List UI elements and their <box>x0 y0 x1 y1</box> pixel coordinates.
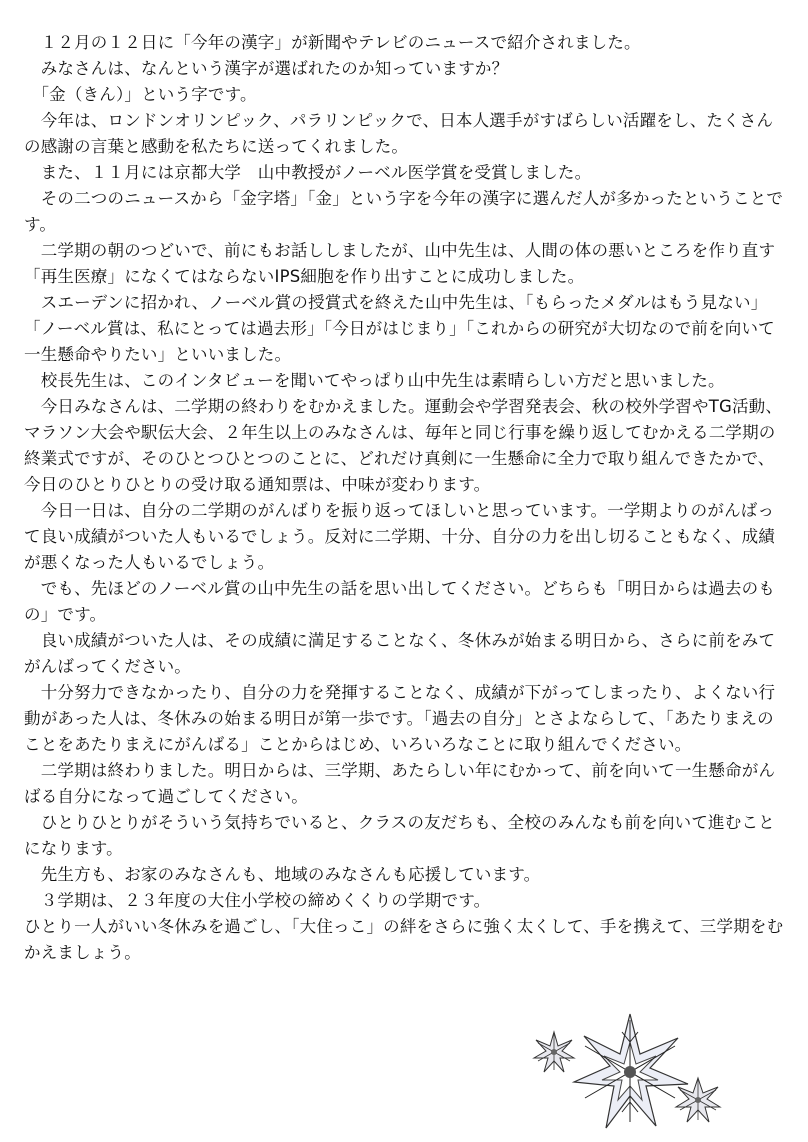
paragraph: 校長先生は、このインタビューを聞いてやっぱり山中先生は素晴らしい方だと思いました。 <box>24 371 725 390</box>
snowflake-small-left-icon <box>534 1032 574 1072</box>
paragraph: その二つのニュースから「金字塔」「金」という字を今年の漢字に選んだ人が多かったということです。 <box>24 189 784 234</box>
snowflake-large-icon <box>574 1014 688 1128</box>
paragraph: ３学期は、２３年度の大住小学校の締めくくりの学期です。 <box>24 891 491 910</box>
snowflake-illustration <box>520 1010 750 1142</box>
paragraph: 二学期は終わりました。明日からは、三学期、あたらしい年にむかって、前を向いて一生懸命がんばる自分になって過ごしてください。 <box>24 761 776 806</box>
paragraph: 先生方も、お家のみなさんも、地域のみなさんも応援しています。 <box>24 865 541 884</box>
speech-text <box>24 30 784 966</box>
paragraph: 今日一日は、自分の二学期のがんばりを振り返ってほしいと思っています。一学期よりのがんばって良い成績がついた人もいるでしょう。反対に二学期、十分、自分の力を出し切ることもなく、成績が悪くなった人もいるでしょう。 <box>24 501 776 572</box>
paragraph: 良い成績がついた人は、その成績に満足することなく、冬休みが始まる明日から、さらに前をみてがんばってください。 <box>24 631 776 676</box>
paragraph: ひとりひとりがそういう気持ちでいると、クラスの友だちも、全校のみんなも前を向いて進むことになります。 <box>24 813 775 858</box>
paragraph: また、１１月には京都大学 山中教授がノーベル医学賞を受賞しました。 <box>24 163 592 182</box>
paragraph: 今年は、ロンドンオリンピック、パラリンピックで、日本人選手がすばらしい活躍をし、たくさんの感謝の言葉と感動を私たちに送ってくれました。 <box>24 111 774 156</box>
paragraph: スエーデンに招かれ、ノーベル賞の授賞式を終えた山中先生は、「もらったメダルはもう見ない」「ノーベル賞は、私にとっては過去形」「今日がはじまり」「これからの研究が大切なので前を向いて一生懸命やりたい」といいました。 <box>24 293 775 364</box>
paragraph: １２月の１２日に「今年の漢字」が新聞やテレビのニュースで紹介されました。 <box>24 33 641 52</box>
paragraph: 「金（きん）」という字です。 <box>24 85 257 104</box>
paragraph: 十分努力できなかったり、自分の力を発揮することなく、成績が下がってしまったり、よくない行動があった人は、冬休みの始まる明日が第一歩です。「過去の自分」とさよならして、「あたりまえのことをあたりまえにがんばる」ことからはじめ、いろいろなことに取り組んでください。 <box>24 683 776 754</box>
paragraph: 二学期の朝のつどいで、前にもお話ししましたが、山中先生は、人間の体の悪いところを作り直す「再生医療」になくてはならないIPS細胞を作り出すことに成功しました。 <box>24 241 776 286</box>
paragraph: 今日みなさんは、二学期の終わりをむかえました。運動会や学習発表会、秋の校外学習やTG活動、マラソン大会や駅伝大会、２年生以上のみなさんは、毎年と同じ行事を繰り返してむかえる二学期の終業式ですが、そのひとつひとつのことに、どれだけ真剣に一生懸命に全力で取り組んできたかで、今日のひとりひとりの受け取る通知票は、中味が変わります。 <box>24 397 783 494</box>
paragraph: ひとり一人がいい冬休みを過ごし、「大住っこ」の絆をさらに強く太くして、手を携えて、三学期をむかえましょう。 <box>24 917 784 962</box>
paragraph: でも、先ほどのノーベル賞の山中先生の話を思い出してください。どちらも「明日からは過去のもの」です。 <box>24 579 776 624</box>
paragraph: みなさんは、なんという漢字が選ばれたのか知っていますか？ <box>24 59 509 78</box>
